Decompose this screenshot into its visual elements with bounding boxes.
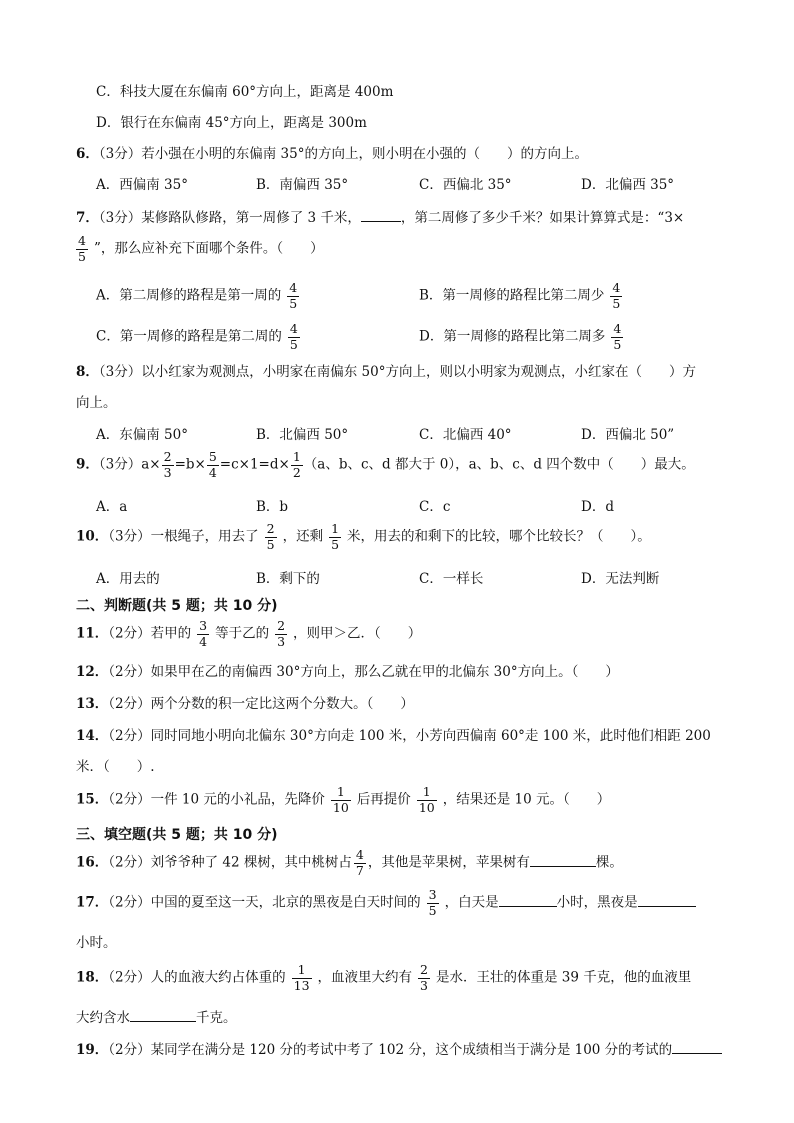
question-number: 16． [76, 854, 109, 871]
question-number: 10． [76, 528, 109, 545]
question-19 [76, 1039, 722, 1060]
fraction [610, 281, 622, 311]
question-text: ”，那么应补充下面哪个条件。（ ） [93, 240, 324, 257]
denominator: 10 [332, 799, 349, 815]
q5-option-c: C．科技大厦在东偏南 60°方向上，距离是 400m [96, 84, 394, 100]
numerator: 5 [208, 449, 217, 464]
denominator: 3 [420, 977, 428, 993]
question-text: 千克。 [196, 1010, 237, 1026]
denominator: 5 [612, 295, 621, 311]
q10-option-b: B．剩下的 [256, 571, 320, 587]
numerator: 4 [612, 280, 621, 295]
question-text: （3分）以小红家为观测点，小明家在南偏东 50°方向上，则以小明家为观测点，小红家在（ ）方 [98, 364, 696, 380]
question-text: =b× [174, 456, 206, 473]
question-13 [76, 694, 414, 714]
answer-blank[interactable] [130, 1007, 196, 1022]
question-text: （2分）某同学在满分是 120 分的考试中考了 102 分，这个成绩相当于满分是 100 分的考试的 [108, 1042, 673, 1058]
option-text: C．第一周修的路程是第二周的 [96, 328, 282, 345]
question-9 [76, 450, 695, 480]
fraction [331, 785, 351, 815]
answer-blank [361, 207, 401, 222]
question-14 [76, 726, 711, 746]
option-text: A．第二周修的路程是第一周的 [96, 287, 282, 304]
question-number: 6． [76, 146, 99, 162]
denominator: 5 [289, 295, 298, 311]
fraction [354, 848, 366, 878]
answer-blank[interactable] [638, 892, 696, 907]
section-heading-fill-in: 三、填空题(共 5 题；共 10 分) [76, 827, 278, 843]
q6-option-c: C．西偏北 35° [419, 177, 512, 193]
answer-blank[interactable] [499, 892, 557, 907]
question-number: 15． [76, 791, 109, 808]
q8-option-b: B．北偏西 50° [256, 427, 349, 443]
numerator: 1 [292, 449, 301, 464]
q5-option-d: D．银行在东偏南 45°方向上，距离是 300m [96, 115, 367, 131]
question-18 [76, 963, 691, 993]
question-text: 米，用去的和剩下的比较，哪个比较长？（ ）。 [347, 528, 651, 545]
denominator: 4 [199, 633, 208, 649]
denominator: 5 [266, 536, 275, 552]
numerator: 4 [613, 321, 622, 336]
denominator: 7 [355, 862, 364, 878]
denominator: 13 [293, 977, 310, 993]
fraction [291, 450, 303, 480]
numerator: 1 [417, 785, 437, 801]
question-number: 13． [76, 696, 109, 712]
denominator: 3 [277, 633, 286, 649]
numerator: 4 [289, 321, 298, 336]
question-text: 等于乙的 [215, 625, 270, 642]
fraction [418, 963, 430, 993]
q9-option-a: A．a [96, 499, 128, 515]
q7-option-c [96, 322, 306, 352]
question-8-line2: 向上。 [76, 395, 117, 411]
question-15 [76, 785, 610, 815]
denominator: 2 [292, 464, 301, 480]
question-text: ，白天是 [444, 894, 499, 911]
answer-blank[interactable] [530, 852, 596, 867]
q8-option-c: C．北偏西 40° [419, 427, 512, 443]
numerator: 2 [266, 521, 275, 536]
question-number: 9． [76, 456, 99, 473]
answer-blank[interactable] [672, 1039, 722, 1054]
numerator: 3 [199, 618, 208, 633]
question-text: （2分）同时同地小明向北偏东 30°方向走 100 米，小芳向西偏南 60°走 100 米，此时他们相距 200 [108, 728, 711, 744]
q6-option-b: B．南偏西 35° [256, 177, 349, 193]
section-heading-judgement: 二、判断题(共 5 题；共 10 分) [76, 598, 278, 614]
fraction [162, 450, 174, 480]
fraction [197, 619, 209, 649]
question-number: 11． [76, 625, 109, 642]
q7-option-d [419, 322, 629, 352]
q9-option-b: B．b [256, 499, 289, 515]
question-text: ，血液里大约有 [317, 969, 413, 986]
question-text: ，第二周修了多少千米？如果计算算式是：“3× [400, 210, 685, 226]
q7-option-a [96, 281, 305, 311]
question-text: ，其他是苹果树，苹果树有 [367, 854, 530, 871]
question-text: 棵。 [595, 854, 623, 871]
question-text: （2分）两个分数的积一定比这两个分数大。（ ） [108, 696, 414, 712]
q10-option-a: A．用去的 [96, 571, 160, 587]
question-text: （3分）某修路队修路，第一周修了 3 千米， [98, 210, 361, 226]
denominator: 10 [418, 799, 435, 815]
numerator: 4 [355, 847, 364, 862]
numerator: 1 [292, 963, 312, 979]
question-17 [76, 888, 696, 918]
fraction [417, 785, 437, 815]
q10-option-c: C．一样长 [419, 571, 484, 587]
denominator: 5 [331, 536, 340, 552]
fraction [287, 281, 299, 311]
question-7 [76, 207, 684, 228]
numerator: 3 [428, 887, 437, 902]
question-text: =c×1=d× [219, 456, 290, 473]
question-7-line2 [76, 234, 324, 264]
question-text: （2分）一件 10 元的小礼品，先降价 [108, 791, 325, 808]
denominator: 5 [613, 336, 622, 352]
question-text: （2分）中国的夏至这一天，北京的黑夜是白天时间的 [108, 894, 421, 911]
question-number: 19． [76, 1042, 109, 1058]
option-text: D．第一周修的路程比第二周多 [419, 328, 606, 345]
question-number: 12． [76, 664, 109, 680]
fraction [265, 522, 277, 552]
question-text: （2分）人的血液大约占体重的 [108, 969, 286, 986]
question-text: （2分）刘爷爷种了 42 棵树，其中桃树占 [108, 854, 352, 871]
question-number: 18． [76, 969, 109, 986]
numerator: 2 [420, 962, 428, 977]
question-17-line2: 小时。 [76, 935, 117, 951]
question-18-line2 [76, 1007, 237, 1028]
question-text: （2分）如果甲在乙的南偏西 30°方向上，那么乙就在甲的北偏东 30°方向上。（ ） [108, 664, 619, 680]
question-text: 是水．王壮的体重是 39 千克，他的血液里 [436, 969, 692, 986]
fraction [329, 522, 341, 552]
denominator: 5 [78, 248, 86, 264]
denominator: 3 [163, 464, 172, 480]
fraction [611, 322, 623, 352]
question-number: 14． [76, 728, 109, 744]
question-text: 小时，黑夜是 [556, 894, 638, 911]
numerator: 4 [78, 233, 86, 248]
fraction [76, 234, 88, 264]
question-12 [76, 662, 619, 682]
numerator: 2 [163, 449, 172, 464]
denominator: 5 [428, 902, 437, 918]
q10-option-d: D．无法判断 [581, 571, 660, 587]
q6-option-d: D．北偏西 35° [581, 177, 675, 193]
question-text: （2分）若甲的 [108, 625, 192, 642]
question-10 [76, 522, 651, 552]
question-text: ，结果还是 10 元。（ ） [442, 791, 611, 808]
question-text: ，则甲＞乙．（ ） [293, 625, 422, 642]
question-text: （3分）一根绳子，用去了 [108, 528, 259, 545]
question-14-line2: 米．（ ）. [76, 759, 155, 775]
option-text: B．第一周修的路程比第二周少 [419, 287, 605, 304]
numerator: 1 [331, 521, 340, 536]
numerator: 2 [277, 618, 286, 633]
fraction [292, 963, 312, 993]
fraction [288, 322, 300, 352]
question-text: 大约含水 [76, 1010, 130, 1026]
q7-option-b [419, 281, 628, 311]
question-6 [76, 144, 588, 164]
question-11 [76, 619, 421, 649]
q6-option-a: A．西偏南 35° [96, 177, 188, 193]
fraction [427, 888, 439, 918]
q9-option-c: C．c [419, 499, 451, 515]
question-text: （3分）a× [98, 456, 161, 473]
numerator: 4 [289, 280, 298, 295]
question-number: 8． [76, 364, 99, 380]
question-text: （a、b、c、d 都大于 0），a、b、c、d 四个数中（ ）最大。 [303, 456, 695, 473]
fraction [207, 450, 219, 480]
numerator: 1 [331, 785, 351, 801]
question-8 [76, 362, 696, 382]
question-number: 17． [76, 894, 109, 911]
denominator: 4 [208, 464, 217, 480]
question-16 [76, 848, 623, 878]
fraction [275, 619, 287, 649]
question-text: 后再提价 [356, 791, 411, 808]
question-text: ，还剩 [282, 528, 324, 545]
q8-option-d: D．西偏北 50” [581, 427, 675, 443]
question-number: 7． [76, 210, 99, 226]
q8-option-a: A．东偏南 50° [96, 427, 188, 443]
q9-option-d: D．d [581, 499, 614, 515]
question-text: （3分）若小强在小明的东偏南 35°的方向上，则小明在小强的（ ）的方向上。 [98, 146, 588, 162]
denominator: 5 [289, 336, 298, 352]
